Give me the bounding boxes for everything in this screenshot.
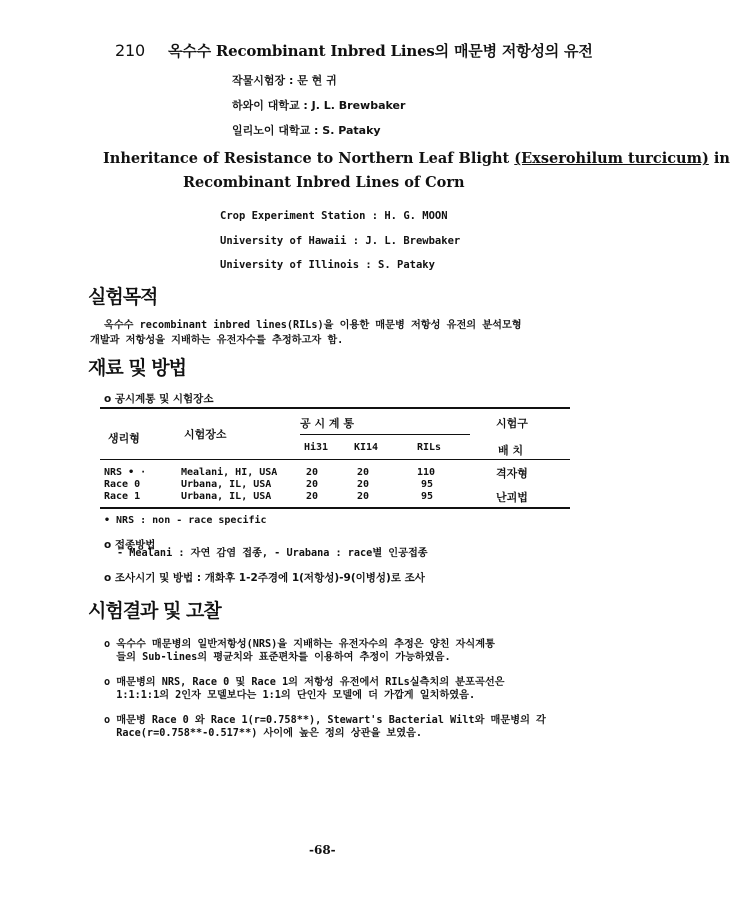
table-row-3-race: Race 1: [104, 491, 141, 502]
result-2-line-2: 1:1:1:1의 2인자 모델보다는 1:1의 단인자 모델에 더 가깝게 일치하였음.: [104, 690, 476, 701]
table-row-2-ki14: 20: [357, 479, 370, 490]
table-row-3-ki14: 20: [357, 491, 370, 502]
section-heading-results: 시험결과 및 고찰: [88, 600, 221, 622]
table-bottom-rule: [100, 507, 570, 509]
table-row-2-race: Race 0: [104, 479, 141, 490]
table-top-rule: [100, 407, 570, 409]
table-row-2-h131: 20: [306, 479, 319, 490]
result-1-line-2: 들의 Sub-lines의 평균치와 표준편차를 이용하여 추정이 가능하였음.: [104, 652, 451, 663]
table-row-3-design: 난괴법: [496, 491, 528, 504]
methods-bullet-materials: o 공시계통 및 시험장소: [104, 393, 214, 405]
result-3-line-1: o 매문병 Race 0 와 Race 1(r=0.758**), Stewart's Bacterial Wilt와 매문병의 각: [104, 715, 546, 726]
table-row-1-rils: 110: [417, 467, 436, 478]
author-en-2: University of Hawaii : J. L. Brewbaker: [220, 235, 461, 247]
table-row-3-location: Urbana, IL, USA: [181, 491, 272, 502]
table-row-2-location: Urbana, IL, USA: [181, 479, 272, 490]
section-heading-objective: 실험목적: [88, 286, 158, 308]
methods-survey-text: o 조사시기 및 방법 : 개화후 1-2주경에 1(저항성)-9(이병성)로 조사: [104, 572, 425, 584]
methods-inoculation-text: - Mealani : 자연 감염 접종, - Urabana : race별 인공접종: [117, 548, 428, 559]
table-row-3-rils: 95: [421, 491, 434, 502]
author-ko-1: 작물시험장 : 문 현 귀: [232, 74, 337, 87]
table-header-rule: [100, 459, 570, 460]
paper-title-ko-text: 옥수수 Recombinant Inbred Lines의 매문병 저항성의 유전: [167, 42, 593, 60]
objective-text-1: 옥수수 recombinant inbred lines(RILs)을 이용한 매문병 저항성 유전의 분석모형: [104, 320, 522, 331]
result-1-line-1: o 옥수수 매문병의 일반저항성(NRS)을 지배하는 유전자수의 추정은 양친 자식계통: [104, 639, 495, 650]
table-row-1-location: Mealani, HI, USA: [181, 467, 278, 478]
table-header-region-1: 시험구: [496, 417, 528, 430]
objective-text-2: 개발과 저항성을 지배하는 유전자수를 추정하고자 함.: [90, 335, 344, 346]
table-header-location: 시험장소: [184, 428, 227, 441]
author-ko-2: 하와이 대학교 : J. L. Brewbaker: [232, 99, 406, 112]
table-row-1-design: 격자형: [496, 467, 528, 480]
methods-bullet-inoculation: o 접종방법: [104, 539, 156, 551]
title-en-pathogen: (Exserohilum turcicum): [514, 150, 709, 167]
table-row-3-h131: 20: [306, 491, 319, 502]
table-row-1-h131: 20: [306, 467, 319, 478]
table-group-rule: [300, 434, 470, 435]
paper-title-en-line1: [103, 150, 730, 167]
page-number: -68-: [309, 843, 336, 857]
table-header-race: 생리형: [108, 432, 140, 445]
table-header-h131: Hi31: [304, 442, 329, 453]
table-header-rils: RILs: [417, 442, 442, 453]
table-header-ki14: KI14: [354, 442, 379, 453]
paper-number: 210: [115, 41, 145, 60]
section-heading-methods: 재료 및 방법: [88, 357, 186, 379]
result-3-line-2: Race(r=0.758**-0.517**) 사이에 높은 정의 상관을 보였음.: [104, 728, 423, 739]
table-header-group: 공 시 계 통: [300, 417, 354, 430]
title-en-part1: Inheritance of Resistance to Northern Leaf Blight: [103, 150, 515, 167]
paper-title-en-line2: Recombinant Inbred Lines of Corn: [183, 174, 465, 191]
author-ko-3: 일리노이 대학교 : S. Pataky: [232, 124, 381, 137]
table-footnote: • NRS : non - race specific: [104, 515, 267, 526]
author-en-3: University of Illinois : S. Pataky: [220, 259, 435, 271]
table-row-2-rils: 95: [421, 479, 434, 490]
paper-title-ko: [115, 40, 593, 61]
table-row-1-ki14: 20: [357, 467, 370, 478]
title-en-part2: in: [708, 150, 730, 167]
author-en-1: Crop Experiment Station : H. G. MOON: [220, 210, 448, 222]
table-header-region-2: 배 치: [498, 444, 524, 457]
result-2-line-1: o 매문병의 NRS, Race 0 및 Race 1의 저항성 유전에서 RILs실측치의 분포곡선은: [104, 677, 505, 688]
table-row-1-race: NRS • ·: [104, 467, 147, 478]
